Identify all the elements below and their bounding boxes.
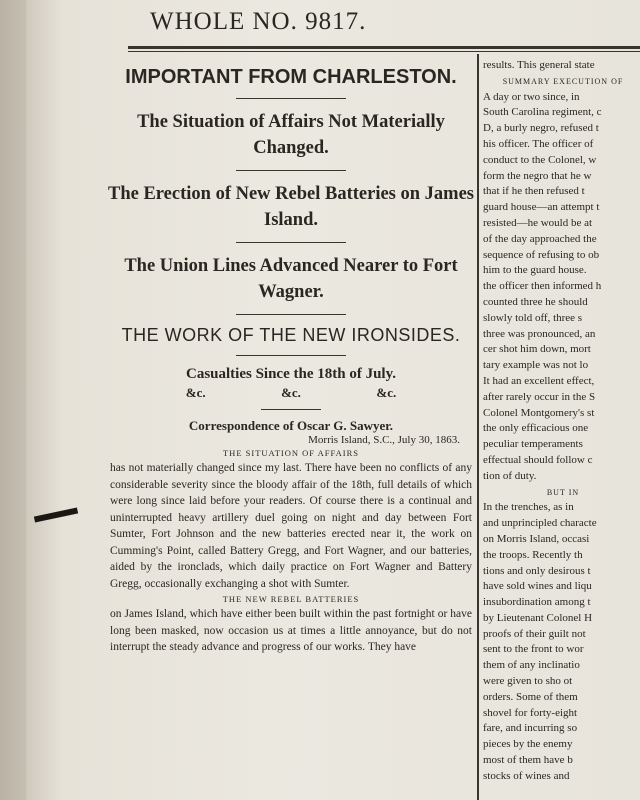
right-column-line: D, a burly negro, refused t xyxy=(483,122,599,135)
right-column-line: insubordination among t xyxy=(483,596,591,609)
etc-mark: &c. xyxy=(281,385,301,400)
etc-mark: &c. xyxy=(376,385,397,400)
right-column-line: shovel for forty-eight xyxy=(483,706,578,719)
subhead-batteries: THE NEW REBEL BATTERIES xyxy=(222,594,360,604)
deck-union-lines: The Union Lines Advanced Nearer to Fort Wagner. xyxy=(124,256,458,302)
right-column-line: slowly told off, three s xyxy=(483,311,583,324)
right-column-line: SUMMARY EXECUTION OF xyxy=(502,76,624,86)
right-column-line: tions and only desirous t xyxy=(483,564,591,577)
right-column-line: proofs of their guilt not xyxy=(483,627,586,640)
right-column-line: sent to the front to wor xyxy=(483,643,584,656)
right-column-line: sequence of refusing to ob xyxy=(483,248,600,261)
right-column-line: In the trenches, as in xyxy=(483,501,574,514)
right-column-line: the officer then informed h xyxy=(483,280,602,293)
separator xyxy=(236,314,346,315)
right-column-line: him to the guard house. xyxy=(483,264,587,277)
right-column-line: results. This general state xyxy=(483,59,595,71)
right-column-line: by Lieutenant Colonel H xyxy=(483,611,593,624)
deck-casualties: Casualties Since the 18th of July. xyxy=(185,366,396,382)
right-column-line: conduct to the Colonel, w xyxy=(483,153,597,166)
separator xyxy=(236,242,346,243)
right-column-line: have sold wines and liqu xyxy=(483,580,592,593)
masthead-issue-number: WHOLE NO. 9817. xyxy=(150,8,367,35)
main-column xyxy=(108,58,474,656)
headline-main: IMPORTANT FROM CHARLESTON. xyxy=(125,66,457,88)
right-column-line: most of them have b xyxy=(483,754,573,767)
right-column-line: effectual should follow c xyxy=(483,453,593,466)
deck-situation: The Situation of Affairs Not Materially Changed. xyxy=(137,112,445,158)
byline: Correspondence of Oscar G. Sawyer. xyxy=(188,418,394,433)
right-column-line: cer shot him down, mort xyxy=(483,343,591,356)
article-paragraph: has not materially changed since my last. There have been no conflicts of any considerable severity since the bloody affair of the 18th, full details of which were long since laid before your readers. Of course there is a continual and uninterrupted heavy artillery duel going on night and day between Fort Sumter, Fort Johnson and the new batteries erected near it, the work on Cumming's Point, called Battery Gregg, and Fort Wagner, and our batteries, aided by the ironclads, which daily practice on Fort Wagner and Battery Gregg, occasionally exchanging a shot with Sumter. xyxy=(110,462,472,590)
right-column-line: and unprincipled characte xyxy=(483,517,597,530)
deck-ironsides: THE WORK OF THE NEW IRONSIDES. xyxy=(121,325,461,345)
right-column-line: Colonel Montgomery's st xyxy=(483,406,595,419)
etc-line xyxy=(108,383,474,403)
right-column-line: the troops. Recently th xyxy=(483,548,583,561)
right-column-line: of the day approached the xyxy=(483,232,597,245)
separator xyxy=(261,409,321,410)
right-column-line: on Morris Island, occasi xyxy=(483,532,590,545)
dateline: Morris Island, S.C., July 30, 1863. xyxy=(308,434,460,446)
etc-mark: &c. xyxy=(185,385,206,400)
right-column-line: pieces by the enemy xyxy=(483,738,573,751)
right-column-line: that if he then refused t xyxy=(483,185,585,198)
right-column-line: peculiar temperaments xyxy=(483,438,583,451)
right-column-line: resisted—he would be at xyxy=(483,216,593,229)
separator xyxy=(236,98,346,99)
right-column-line: stocks of wines and xyxy=(483,769,570,782)
right-column-line: were given to sho ot xyxy=(483,675,573,688)
right-column-line: guard house—an attempt t xyxy=(483,201,600,214)
right-column-line: the only efficacious one xyxy=(483,422,589,435)
masthead-rule-thin xyxy=(128,51,640,52)
deck-batteries: The Erection of New Rebel Batteries on James Island. xyxy=(108,184,474,230)
right-column-line: BUT IN xyxy=(546,487,580,497)
separator xyxy=(236,170,346,171)
right-column-line: It had an excellent effect, xyxy=(483,374,595,387)
right-column-line: A day or two since, in xyxy=(483,90,580,103)
right-column-line: fare, and incurring so xyxy=(483,722,578,735)
separator xyxy=(236,355,346,356)
subhead-situation: THE SITUATION OF AFFAIRS xyxy=(222,448,359,458)
masthead-rule xyxy=(128,46,640,49)
column-divider xyxy=(477,54,479,800)
right-column-line: three was pronounced, an xyxy=(483,327,596,340)
right-column-line: them of any inclinatio xyxy=(483,659,580,672)
right-column-line: South Carolina regiment, c xyxy=(483,106,602,119)
right-column-line: his officer. The officer of xyxy=(483,137,594,150)
right-column-line: form the negro that he w xyxy=(483,169,592,182)
article-paragraph: on James Island, which have either been built within the past fortnight or have long been masked, now occasion us at times a little annoyance, but do not interrupt the steady advance and progress of our works. They have xyxy=(110,608,472,653)
right-column-line: counted three he should xyxy=(483,295,588,308)
right-column-line: after rarely occur in the S xyxy=(483,390,596,403)
right-column-line: tion of duty. xyxy=(483,469,537,482)
right-column-line: orders. Some of them xyxy=(483,690,578,703)
right-column xyxy=(483,58,640,785)
right-column-line: tary example was not lo xyxy=(483,359,589,372)
